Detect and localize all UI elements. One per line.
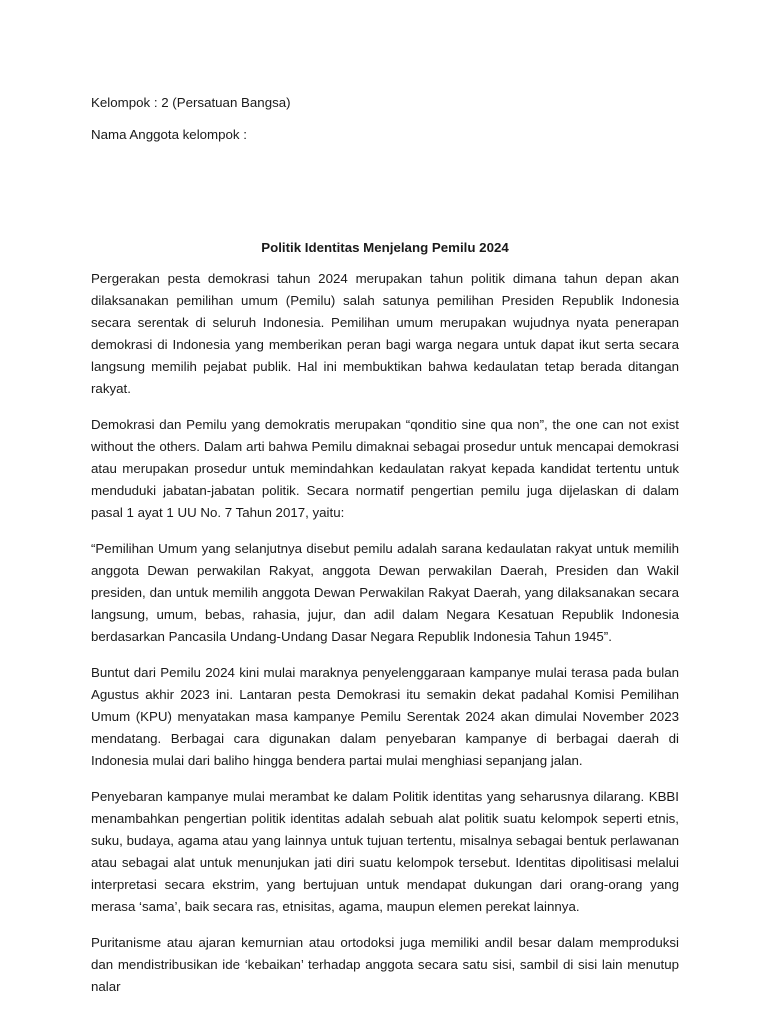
group-label: Kelompok : 2 (Persatuan Bangsa) — [91, 95, 291, 110]
blank-space — [91, 146, 679, 237]
paragraph-3-quote: “Pemilihan Umum yang selanjutnya disebut pemilu adalah sarana kedaulatan rakyat untuk memilih anggota Dewan perwakilan Rakyat, anggota Dewan perwakilan Daerah, Presiden dan Wakil presiden, dan untuk memilih anggota Dewan Perwakilan Rakyat Daerah, yang dilaksanakan secara langsung, umum, bebas, rahasia, jujur, dan adil dalam Negara Kesatuan Republik Indonesia berdasarkan Pancasila Undang-Undang Dasar Negara Republik Indonesia Tahun 1945”. — [91, 541, 679, 644]
paragraph-4: Buntut dari Pemilu 2024 kini mulai maraknya penyelenggaraan kampanye mulai terasa pada bulan Agustus akhir 2023 ini. Lantaran pesta Demokrasi itu semakin dekat padahal Komisi Pemilihan Umum (KPU) menyatakan masa kampanye Pemilu Serentak 2024 akan dimulai November 2023 mendatang. Berbagai cara digunakan dalam penyebaran kampanye di berbagai daerah di Indonesia mulai dari baliho hingga bendera partai mulai menghiasi sepanjang jalan. — [91, 665, 679, 768]
paragraph-1: Pergerakan pesta demokrasi tahun 2024 merupakan tahun politik dimana tahun depan akan dilaksanakan pemilihan umum (Pemilu) salah satunya pemilihan Presiden Republik Indonesia secara serentak di seluruh Indonesia. Pemilihan umum merupakan wujudnya nyata penerapan demokrasi di Indonesia yang memberikan peran bagi warga negara untuk dapat ikut serta secara langsung memilih pejabat publik. Hal ini membuktikan bahwa kedaulatan tetap berada ditangan rakyat. — [91, 271, 679, 396]
paragraph-6: Puritanisme atau ajaran kemurnian atau ortodoksi juga memiliki andil besar dalam memproduksi dan mendistribusikan ide ‘kebaikan’ terhadap anggota secara satu sisi, sambil di sisi lain menutup nalar — [91, 935, 679, 994]
document-body — [91, 92, 679, 1012]
members-label: Nama Anggota kelompok : — [91, 127, 247, 142]
paragraph-2: Demokrasi dan Pemilu yang demokratis merupakan “qonditio sine qua non”, the one can not exist without the others. Dalam arti bahwa Pemilu dimaknai sebagai prosedur untuk mencapai demokrasi atau merupakan prosedur untuk memindahkan kedaulatan rakyat kepada kandidat tertentu untuk menduduki jabatan-jabatan politik. Secara normatif pengertian pemilu juga dijelaskan di dalam pasal 1 ayat 1 UU No. 7 Tahun 2017, yaitu: — [91, 417, 679, 520]
document-title: Politik Identitas Menjelang Pemilu 2024 — [261, 240, 509, 255]
paragraph-5: Penyebaran kampanye mulai merambat ke dalam Politik identitas yang seharusnya dilarang. KBBI menambahkan pengertian politik identitas adalah sebuah alat politik suatu kelompok seperti etnis, suku, budaya, agama atau yang lainnya untuk tujuan tertentu, misalnya sebagai bentuk perlawanan atau sebagai alat untuk menunjukan jati diri suatu kelompok tersebut. Identitas dipolitisasi melalui interpretasi secara ekstrim, yang bertujuan untuk mendapat dukungan dari orang-orang yang merasa ‘sama’, baik secara ras, etnisitas, agama, maupun elemen perekat lainnya. — [91, 789, 679, 914]
